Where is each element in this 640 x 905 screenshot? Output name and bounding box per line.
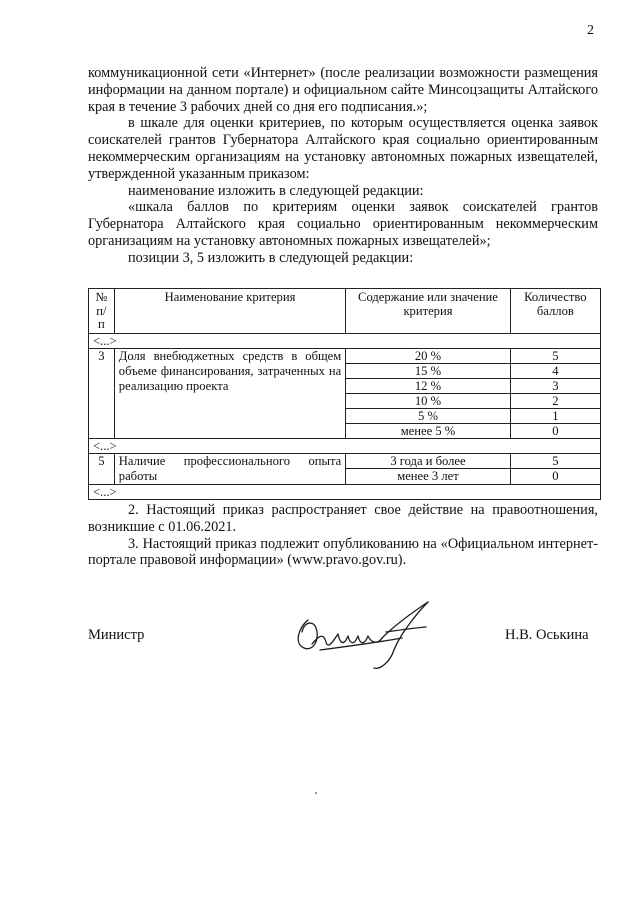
signer-position: Министр xyxy=(88,627,145,643)
scan-speck xyxy=(315,792,317,794)
ellipsis-row xyxy=(89,333,601,348)
criterion-points: 0 xyxy=(510,469,600,485)
criterion-points: 4 xyxy=(510,363,600,378)
criterion-value: менее 3 лет xyxy=(346,469,510,485)
criterion-points: 0 xyxy=(510,423,600,438)
ellipsis: <...> xyxy=(89,438,601,453)
criterion-name: Доля внебюджетных средств в общем объеме финансирования, затраченных на реализацию проекта xyxy=(114,348,345,438)
paragraph: коммуникационной сети «Интернет» (после реализации возможности размещения информации на данном портале) и официальном сайте Минсоцзащиты Алтайского края в течение 3 рабочих дней со дня его подписания.»; xyxy=(88,65,598,115)
table-row xyxy=(89,348,601,363)
header-name: Наименование критерия xyxy=(114,289,345,334)
page-number: 2 xyxy=(587,23,594,38)
criterion-points: 5 xyxy=(510,453,600,469)
table-header-row xyxy=(89,289,601,334)
ellipsis: <...> xyxy=(89,333,601,348)
header-value: Содержание или значение критерия xyxy=(346,289,510,334)
criteria-table xyxy=(88,288,601,500)
criterion-value: 10 % xyxy=(346,393,510,408)
criterion-points: 2 xyxy=(510,393,600,408)
paragraph: наименование изложить в следующей редакции: xyxy=(128,182,424,199)
paragraph: позиции 3, 5 изложить в следующей редакции: xyxy=(128,249,414,266)
criterion-value: 20 % xyxy=(346,348,510,363)
criterion-value: 3 года и более xyxy=(346,453,510,469)
criterion-value: 12 % xyxy=(346,378,510,393)
ellipsis: <...> xyxy=(89,484,601,499)
signer-name: Н.В. Оськина xyxy=(505,627,589,643)
body-text xyxy=(88,65,598,267)
paragraph: 2. Настоящий приказ распространяет свое действие на правоотношения, возникшие с 01.06.2021. xyxy=(88,502,598,535)
ellipsis-row xyxy=(89,484,601,499)
criterion-name: Наличие профессионального опыта работы xyxy=(114,453,345,484)
criterion-value: менее 5 % xyxy=(346,423,510,438)
row-num: 3 xyxy=(89,348,115,438)
header-points: Количество баллов xyxy=(510,289,600,334)
handwritten-signature xyxy=(290,600,440,672)
paragraph: 3. Настоящий приказ подлежит опубликованию на «Официальном интернет-портале правовой информации» (www.pravo.gov.ru). xyxy=(88,535,598,569)
ellipsis-row xyxy=(89,438,601,453)
table-row xyxy=(89,453,601,469)
criterion-value: 5 % xyxy=(346,408,510,423)
criterion-points: 5 xyxy=(510,348,600,363)
closing-text xyxy=(88,502,598,569)
criterion-points: 1 xyxy=(510,408,600,423)
criterion-value: 15 % xyxy=(346,363,510,378)
paragraph: «шкала баллов по критериям оценки заявок соискателей грантов Губернатора Алтайского края социально ориентированным некоммерческим организациям на установку автономных пожарных извещателей»; xyxy=(88,199,598,249)
header-num: № п/п xyxy=(89,289,115,334)
row-num: 5 xyxy=(89,453,115,484)
criterion-points: 3 xyxy=(510,378,600,393)
paragraph: в шкале для оценки критериев, по которым осуществляется оценка заявок соискателей грантов Губернатора Алтайского края социально ориентированным некоммерческим организациям на установку автономных пожарных извещателей, утвержденной указанным приказом: xyxy=(88,115,598,182)
